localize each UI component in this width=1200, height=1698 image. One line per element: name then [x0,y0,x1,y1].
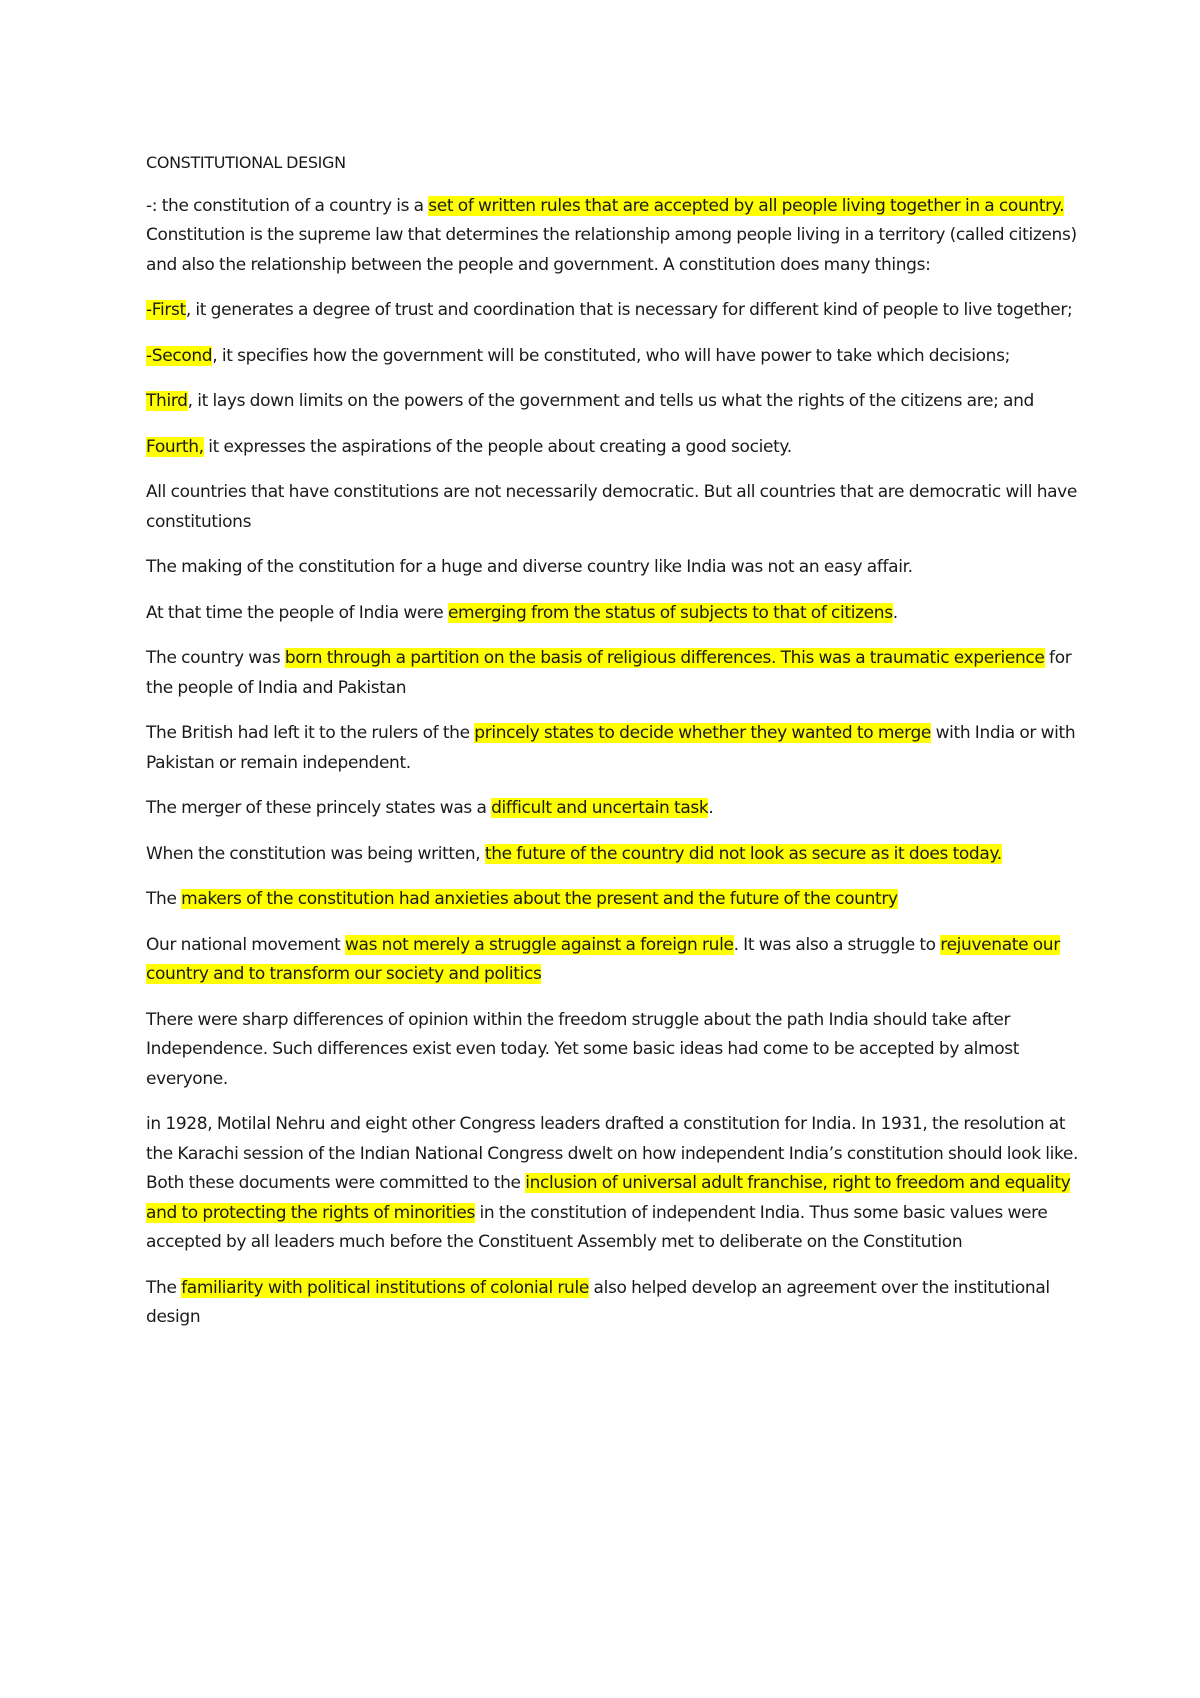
highlighted-text: born through a partition on the basis of religious differences. This was a traumatic experience [284,648,1045,668]
text-run: All countries that have constitutions are not necessarily democratic. But all countries that are democratic will have constitutions [146,482,1077,532]
paragraph [146,1110,1080,1258]
text-run: , it lays down limits on the powers of the government and tells us what the rights of the citizens are; and [187,391,1034,411]
highlighted-text: Fourth, [146,436,204,457]
highlighted-text: set of written rules that are accepted by all people living together in a country. [428,195,1065,216]
paragraph [146,794,1080,824]
text-run: Our national movement [146,934,345,955]
highlighted-text: -First [146,300,186,320]
paragraph [146,192,1080,281]
paragraph [146,553,1080,583]
paragraph [146,599,1080,629]
highlighted-text: the future of the country did not look as secure as it does today. [484,843,1002,864]
text-run: . It was also a struggle to [733,934,941,955]
text-run: for the people of India and Pakistan [146,648,1072,698]
paragraph [146,644,1080,703]
text-run: When the constitution was being written, [146,843,485,864]
paragraph [146,719,1080,778]
text-run: also helped develop an agreement over the institutional design [146,1277,1050,1327]
text-run: in 1928, Motilal Nehru and eight other Congress leaders drafted a constitution for India. In 1931, the resolution at the Karachi session of the Indian National Congress dwelt on how independent India’s constitution should look like. Both these documents were committed to the [146,1114,1079,1193]
text-run: The [146,889,182,909]
highlighted-text: princely states to decide whether they wanted to merge [474,723,932,743]
paragraph [146,478,1080,537]
highlighted-text: -Second [146,345,213,366]
paragraph [146,1006,1080,1095]
text-run: . [708,798,714,818]
text-run: , it generates a degree of trust and coordination that is necessary for different kind of people to live together; [185,300,1073,320]
text-run: The [146,1277,182,1298]
text-run: . [892,602,898,623]
paragraph [146,387,1080,417]
document-body [146,192,1080,1333]
highlighted-text: Third [146,391,188,411]
text-run: -: the constitution of a country is a [146,195,429,216]
text-run: At that time the people of India were [146,602,448,623]
text-run: There were sharp differences of opinion within the freedom struggle about the path India should take after Independence. Such differences exist even today. Yet some basic ideas had come to be accepted by almost everyone. [146,1009,1020,1089]
highlighted-text: makers of the constitution had anxieties about the present and the future of the country [181,889,898,909]
highlighted-text: was not merely a struggle against a foreign rule [345,934,734,955]
text-run: it expresses the aspirations of the people about creating a good society. [203,436,792,457]
text-run: , it specifies how the government will be constituted, who will have power to take which decisions; [212,345,1010,366]
text-run: with India or with Pakistan or remain independent. [146,723,1076,773]
text-run: The merger of these princely states was a [146,798,492,818]
highlighted-text: inclusion of universal adult franchise, right to freedom and equality and to protecting the rights of minorities [146,1173,1071,1223]
paragraph [146,931,1080,990]
text-run: in the constitution of independent India. Thus some basic values were accepted by all leaders much before the Constituent Assembly met to deliberate on the Constitution [146,1202,1048,1252]
paragraph [146,1274,1080,1333]
highlighted-text: familiarity with political institutions of colonial rule [181,1277,589,1298]
document-title: CONSTITUTIONAL DESIGN [146,153,346,172]
text-run: The British had left it to the rulers of the [146,723,475,743]
paragraph [146,342,1080,372]
text-run: The country was [146,648,285,668]
text-run: Constitution is the supreme law that determines the relationship among people living in a territory (called citizens) and also the relationship between the people and government. A constitution does many things: [146,225,1077,275]
paragraph [146,296,1080,326]
paragraph [146,433,1080,463]
highlighted-text: rejuvenate our country and to transform our society and politics [146,934,1060,984]
paragraph [146,840,1080,870]
highlighted-text: emerging from the status of subjects to that of citizens [447,602,893,623]
highlighted-text: difficult and uncertain task [491,798,709,818]
text-run: The making of the constitution for a huge and diverse country like India was not an easy affair. [146,557,913,577]
paragraph [146,885,1080,915]
